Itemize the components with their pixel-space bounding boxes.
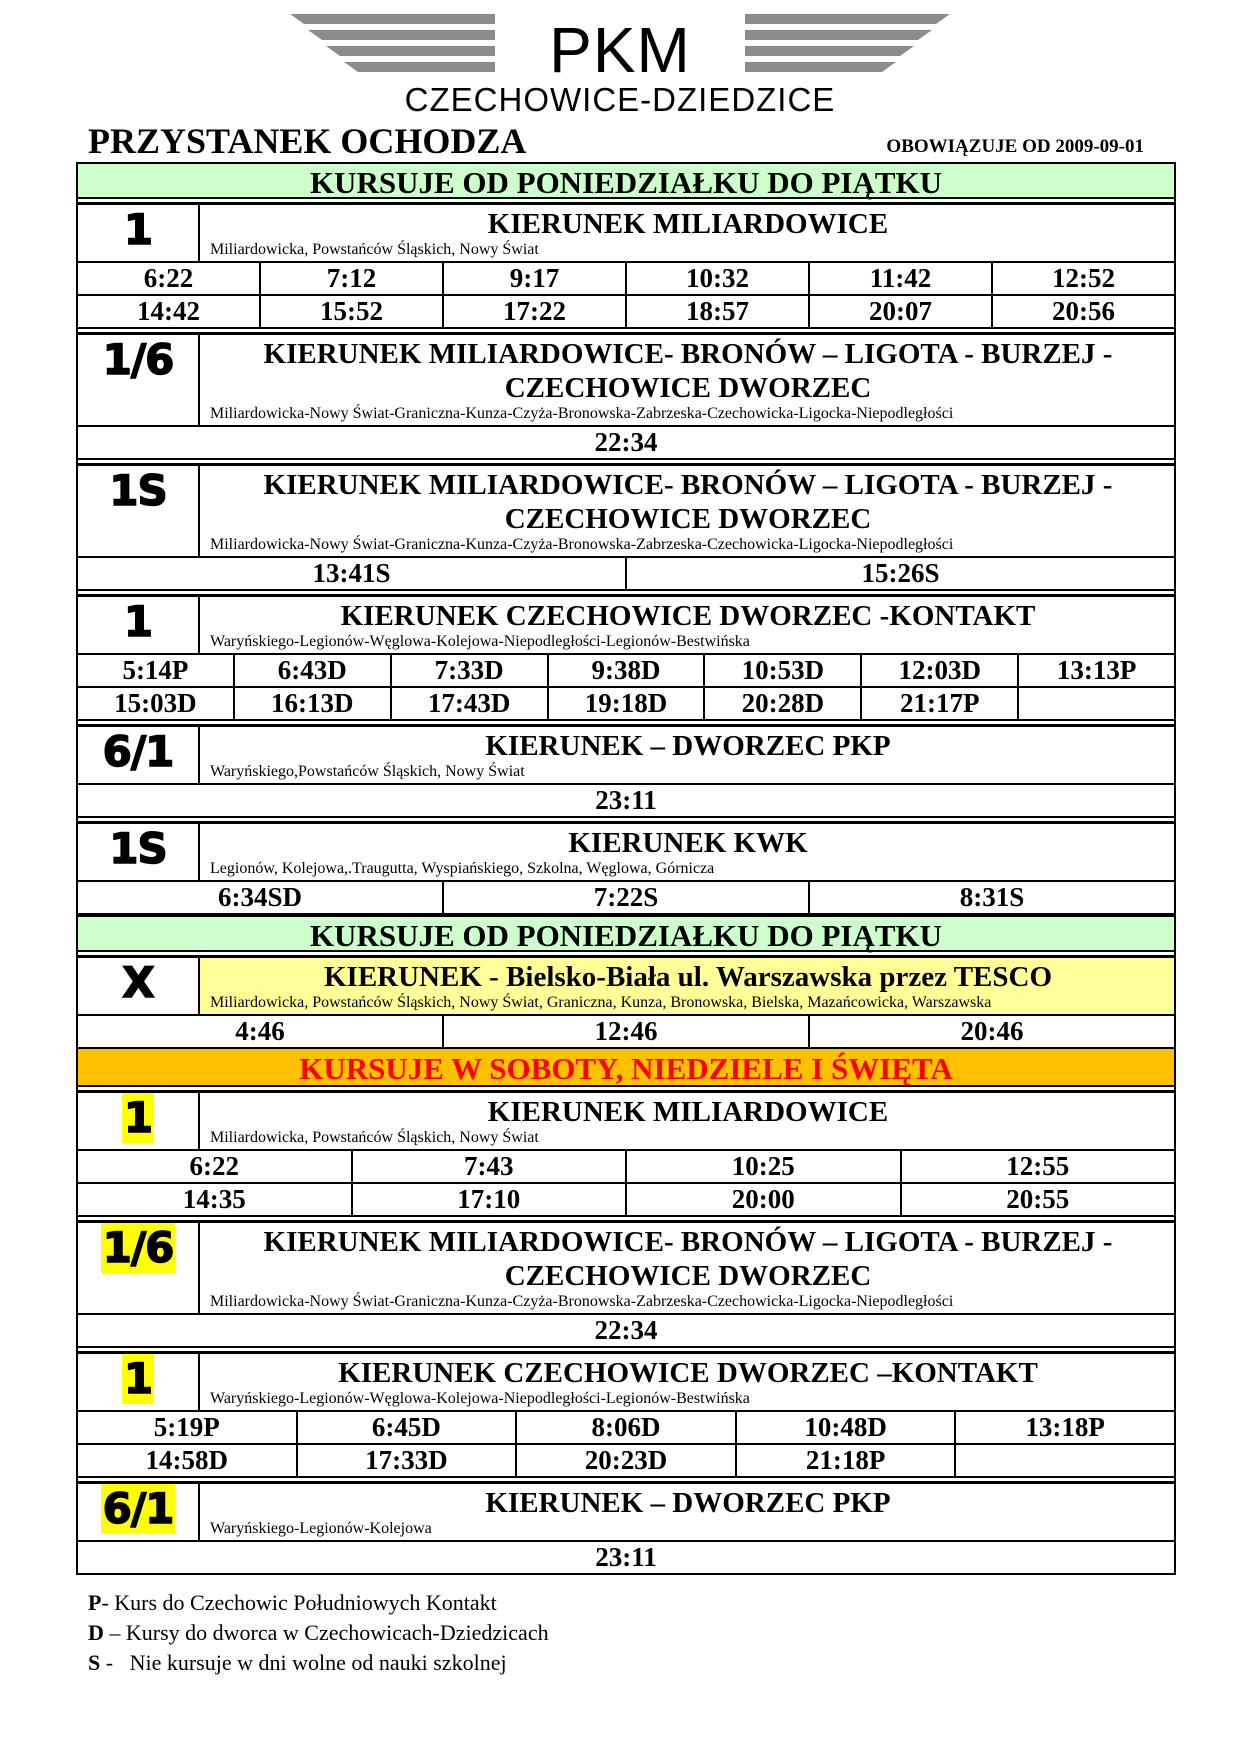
departure-time: 15:52 — [259, 296, 442, 327]
times-row — [76, 1184, 1176, 1217]
departure-times — [76, 655, 1176, 721]
departure-time: 7:43 — [351, 1151, 626, 1182]
departure-time: 6:34SD — [217, 882, 302, 912]
departure-time — [954, 1445, 1174, 1476]
line-number-cell — [78, 727, 200, 783]
departure-time: 8:06D — [515, 1412, 735, 1443]
times-row — [76, 785, 1176, 818]
departure-time: 10:32 — [625, 263, 808, 294]
departure-time: 15:26S — [625, 558, 1174, 589]
legend-item — [88, 1648, 549, 1678]
departure-time: 13:41S — [312, 558, 391, 588]
departure-time: 15:03D — [114, 688, 197, 718]
departure-time: 20:07 — [808, 296, 991, 327]
departure-times — [76, 1315, 1176, 1348]
route-block — [76, 1090, 1176, 1151]
times-row — [76, 882, 1176, 915]
route-direction: KIERUNEK MILIARDOWICE- BRONÓW – LIGOTA - BURZEJ - — [263, 338, 1113, 370]
departure-time: 5:19P — [153, 1412, 220, 1442]
line-number-cell — [78, 1354, 200, 1410]
route-info — [200, 1223, 1174, 1313]
route-direction: KIERUNEK CZECHOWICE DWORZEC -KONTAKT — [340, 600, 1036, 632]
legend-text: Kursy do dworca w Czechowicach-Dziedzicach — [120, 1620, 549, 1645]
times-row — [76, 688, 1176, 721]
route-direction: KIERUNEK MILIARDOWICE- BRONÓW – LIGOTA - BURZEJ - — [263, 1226, 1113, 1258]
departure-time: 22:34 — [594, 427, 658, 457]
departure-time: 12:03D — [860, 655, 1017, 686]
times-row — [76, 1016, 1176, 1049]
line-number: 1 — [123, 1354, 153, 1403]
times-row — [76, 296, 1176, 329]
section-header: KURSUJE OD PONIEDZIAŁKU DO PIĄTKU — [76, 915, 1176, 952]
line-number-cell — [78, 597, 200, 653]
departure-time — [1017, 688, 1174, 719]
route-direction: KIERUNEK CZECHOWICE DWORZEC –KONTAKT — [338, 1357, 1038, 1389]
valid-from-date: OBOWIĄZUJE OD 2009-09-01 — [886, 136, 1144, 157]
route-block — [76, 955, 1176, 1016]
departure-time: 23:11 — [595, 785, 657, 815]
route-stops: Miliardowicka-Nowy Świat-Graniczna-Kunza-Czyża-Bronowska-Zabrzeska-Czechowicka-Ligocka-Niepodległości — [210, 1293, 954, 1310]
line-number: 1 — [123, 1093, 153, 1142]
times-row — [76, 558, 1176, 591]
line-number-cell — [78, 824, 200, 880]
legend-separator: - — [100, 1650, 114, 1675]
departure-time: 9:38D — [547, 655, 704, 686]
legend-text: Kurs do Czechowic Południowych Kontakt — [108, 1590, 497, 1615]
line-number-cell — [78, 335, 200, 425]
line-number-cell — [78, 1093, 200, 1149]
legend-key: P — [88, 1590, 102, 1615]
route-stops: Waryńskiego-Legionów-Węglowa-Kolejowa-Niepodległości-Legionów-Bestwińska — [210, 1390, 750, 1407]
route-direction: CZECHOWICE DWORZEC — [504, 1260, 872, 1292]
route-stops: Miliardowicka-Nowy Świat-Graniczna-Kunza-Czyża-Bronowska-Zabrzeska-Czechowicka-Ligocka-Niepodległości — [210, 405, 954, 422]
departure-time: 11:42 — [808, 263, 991, 294]
route-direction: CZECHOWICE DWORZEC — [504, 503, 872, 535]
legend-item — [88, 1618, 549, 1648]
route-block — [76, 202, 1176, 263]
times-row — [76, 427, 1176, 460]
route-info — [200, 958, 1174, 1014]
departure-times — [76, 263, 1176, 329]
route-direction: KIERUNEK MILIARDOWICE- BRONÓW – LIGOTA - BURZEJ - — [263, 469, 1113, 501]
departure-time: 10:53D — [703, 655, 860, 686]
pkm-logo — [0, 0, 1240, 125]
departure-times — [76, 1412, 1176, 1478]
departure-time: 13:13P — [1017, 655, 1174, 686]
departure-time: 14:42 — [137, 296, 200, 326]
line-number: 6/1 — [102, 1484, 174, 1533]
route-stops: Legionów, Kolejowa,.Traugutta, Wyspiańskiego, Szkolna, Węglowa, Górnicza — [210, 860, 715, 877]
line-number-cell — [78, 205, 200, 261]
section-header: KURSUJE W SOBOTY, NIEDZIELE I ŚWIĘTA — [76, 1047, 1176, 1087]
route-info — [200, 1093, 1174, 1149]
departure-time: 4:46 — [235, 1016, 285, 1046]
route-info — [200, 597, 1174, 653]
legend-separator: – — [103, 1620, 121, 1645]
line-number: 1S — [109, 466, 167, 515]
line-number: 1S — [109, 824, 167, 873]
times-row — [76, 1412, 1176, 1445]
route-block — [76, 724, 1176, 785]
line-number: 1/6 — [102, 1223, 174, 1272]
departure-time: 14:35 — [182, 1184, 246, 1214]
departure-time: 6:22 — [143, 263, 194, 293]
departure-time: 17:10 — [351, 1184, 626, 1215]
departure-time: 7:12 — [259, 263, 442, 294]
route-info — [200, 335, 1174, 425]
departure-time: 22:34 — [594, 1315, 658, 1345]
route-info — [200, 1484, 1174, 1540]
legend-item — [88, 1588, 549, 1618]
departure-times — [76, 785, 1176, 818]
departure-time: 10:48D — [735, 1412, 955, 1443]
logo-title: PKM — [549, 14, 691, 86]
departure-time: 18:57 — [625, 296, 808, 327]
route-block — [76, 594, 1176, 655]
route-info — [200, 205, 1174, 261]
departure-time: 20:00 — [625, 1184, 900, 1215]
route-direction: KIERUNEK – DWORZEC PKP — [485, 1487, 891, 1519]
departure-time: 5:14P — [122, 655, 189, 685]
route-stops: Waryńskiego,Powstańców Śląskich, Nowy Świat — [210, 763, 525, 780]
line-number-cell — [78, 1484, 200, 1540]
departure-time: 7:33D — [390, 655, 547, 686]
route-stops: Miliardowicka, Powstańców Śląskich, Nowy Świat — [210, 241, 539, 258]
legend-separator: - — [101, 1590, 109, 1615]
departure-time: 14:58D — [145, 1445, 229, 1475]
departure-time: 20:28D — [703, 688, 860, 719]
departure-times — [76, 558, 1176, 591]
route-info — [200, 824, 1174, 880]
route-direction: KIERUNEK - Bielsko-Biała ul. Warszawska przez TESCO — [323, 961, 1053, 993]
route-block — [76, 821, 1176, 882]
route-direction: CZECHOWICE DWORZEC — [504, 372, 872, 404]
departure-time: 19:18D — [547, 688, 704, 719]
departure-time: 16:13D — [233, 688, 390, 719]
route-block — [76, 463, 1176, 558]
departure-time: 17:33D — [296, 1445, 516, 1476]
route-stops: Miliardowicka-Nowy Świat-Graniczna-Kunza-Czyża-Bronowska-Zabrzeska-Czechowicka-Ligocka-Niepodległości — [210, 536, 954, 553]
departure-time: 20:23D — [515, 1445, 735, 1476]
departure-time: 8:31S — [808, 882, 1174, 913]
departure-times — [76, 1151, 1176, 1217]
route-direction: KIERUNEK MILIARDOWICE — [487, 208, 889, 240]
route-stops: Waryńskiego-Legionów-Węglowa-Kolejowa-Niepodległości-Legionów-Bestwińska — [210, 633, 750, 650]
stop-title: PRZYSTANEK OCHODZA — [88, 121, 527, 161]
route-block — [76, 1351, 1176, 1412]
departure-time: 6:45D — [296, 1412, 516, 1443]
departure-time: 12:55 — [900, 1151, 1175, 1182]
legend-text: Nie kursuje w dni wolne od nauki szkolnej — [113, 1650, 507, 1675]
route-block — [76, 332, 1176, 427]
route-info — [200, 727, 1174, 783]
departure-time: 20:55 — [900, 1184, 1175, 1215]
departure-time: 10:25 — [625, 1151, 900, 1182]
times-row — [76, 263, 1176, 296]
departure-time: 9:17 — [442, 263, 625, 294]
line-number-cell — [78, 1223, 200, 1313]
departure-time: 12:52 — [991, 263, 1174, 294]
route-info — [200, 1354, 1174, 1410]
departure-time: 21:17P — [860, 688, 1017, 719]
departure-time: 6:43D — [233, 655, 390, 686]
route-stops: Miliardowicka, Powstańców Śląskich, Nowy Świat — [210, 1129, 539, 1146]
times-row — [76, 655, 1176, 688]
line-number-cell — [78, 958, 200, 1014]
route-block — [76, 1481, 1176, 1542]
departure-time: 7:22S — [442, 882, 808, 913]
route-direction: KIERUNEK KWK — [568, 827, 808, 859]
logo-subtitle: CZECHOWICE-DZIEDZICE — [404, 81, 836, 118]
departure-time: 23:11 — [595, 1542, 657, 1572]
line-number-cell — [78, 466, 200, 556]
route-block — [76, 1220, 1176, 1315]
departure-times — [76, 427, 1176, 460]
times-row — [76, 1151, 1176, 1184]
departure-times — [76, 882, 1176, 915]
line-number: 1/6 — [102, 335, 174, 384]
route-direction: KIERUNEK – DWORZEC PKP — [485, 730, 891, 762]
section-header: KURSUJE OD PONIEDZIAŁKU DO PIĄTKU — [76, 162, 1176, 199]
departure-time: 12:46 — [442, 1016, 808, 1047]
line-number: 1 — [123, 597, 153, 646]
route-stops: Miliardowicka, Powstańców Śląskich, Nowy Świat, Graniczna, Kunza, Bronowska, Bielska, Mazańcowicka, Warszawska — [210, 994, 992, 1011]
departure-time: 17:43D — [390, 688, 547, 719]
line-number: 6/1 — [102, 727, 174, 776]
legend-key: S — [88, 1650, 101, 1675]
departure-time: 21:18P — [735, 1445, 955, 1476]
departure-time: 13:18P — [954, 1412, 1174, 1443]
departure-time: 20:46 — [808, 1016, 1174, 1047]
departure-time: 20:56 — [991, 296, 1174, 327]
timetable — [76, 162, 1176, 1575]
times-row — [76, 1315, 1176, 1348]
departure-times — [76, 1542, 1176, 1575]
legend — [88, 1588, 549, 1678]
departure-time: 17:22 — [442, 296, 625, 327]
departure-times — [76, 1016, 1176, 1049]
legend-key: D — [88, 1620, 104, 1645]
route-info — [200, 466, 1174, 556]
line-number: 1 — [123, 205, 153, 254]
times-row — [76, 1542, 1176, 1575]
route-stops: Waryńskiego-Legionów-Kolejowa — [210, 1520, 432, 1537]
times-row — [76, 1445, 1176, 1478]
route-direction: KIERUNEK MILIARDOWICE — [487, 1096, 889, 1128]
departure-time: 6:22 — [189, 1151, 239, 1181]
line-number: X — [122, 958, 154, 1007]
